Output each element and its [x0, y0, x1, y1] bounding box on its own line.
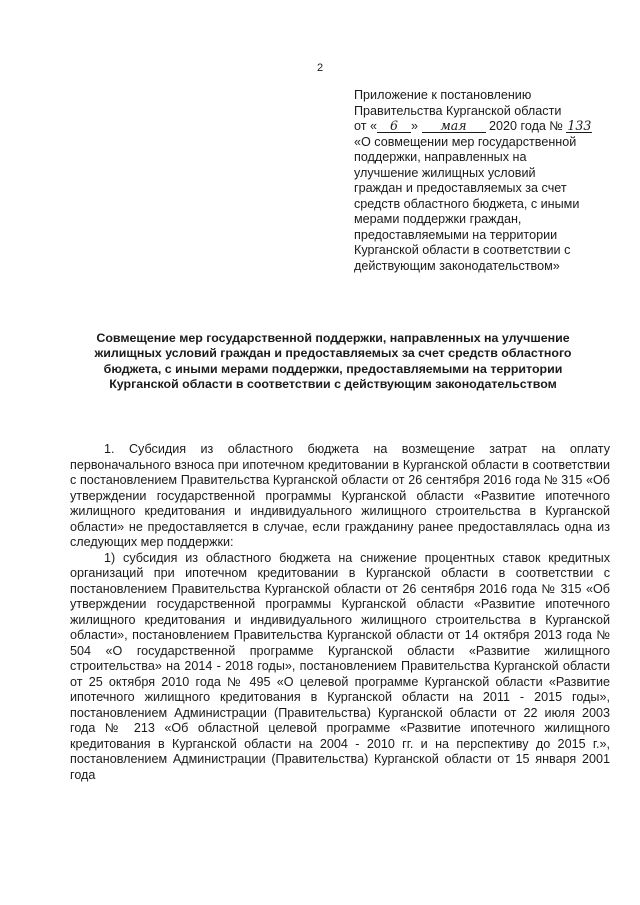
appendix-line-6: граждан и предоставляемых за счет: [354, 181, 567, 195]
date-prefix: от «: [354, 119, 377, 133]
appendix-line-2: Правительства Курганской области: [354, 103, 562, 118]
appendix-line-9: предоставляемыми на территории: [354, 227, 558, 242]
date-mid: »: [411, 119, 419, 133]
appendix-line-5: улучшение жилищных условий: [354, 165, 536, 180]
appendix-line-1: Приложение к постановлению: [354, 88, 532, 102]
appendix-line-8: мерами поддержки граждан,: [354, 212, 522, 226]
appendix-line-7: средств областного бюджета, с иными: [354, 196, 580, 211]
appendix-line-3: «О совмещении мер государственной: [354, 134, 577, 149]
handwritten-day: 6: [377, 119, 411, 133]
paragraph-1: 1. Субсидия из областного бюджета на возмещение затрат на оплату первоначального взноса при ипотечном кредитовании в Курганской области в соответствии с постановлением Правительства Курганской области от 26 сентября 2016 года № 315 «Об утверждении государственной программы Курганской области «Развитие ипотечного жилищного кредитования и индивидуального жилищного строительства в Курганской области» не предоставляется в случае, если гражданину ранее предоставлялась одна из следующих мер поддержки:: [70, 442, 610, 549]
handwritten-month: мая: [422, 119, 486, 133]
document-title: Совмещение мер государственной поддержки, направленных на улучшение жилищных условий граждан и предоставляемых за счет средств областного бюджета, с иными мерами поддержки, предоставляемыми на территории Курганской области в соответствии с действующим законодательством: [94, 331, 572, 391]
paragraph-2: 1) субсидия из областного бюджета на снижение процентных ставок кредитных организаций при ипотечном кредитовании в Курганской области в соответствии с постановлением Правительства Курганской области от 26 сентября 2016 года № 315 «Об утверждении государственной программы Курганской области «Развитие ипотечного жилищного кредитования и индивидуального жилищного строительства в Курганской области», постановлением Правительства Курганской области от 14 октября 2013 года № 504 «О государственной программе Курганской области «Развитие жилищного строительства» на 2014 - 2018 годы», постановлением Правительства Курганской области от 25 октября 2010 года № 495 «О целевой программе Курганской области «Развитие ипотечного жилищного кредитования в Курганской области на 2011 - 2015 годы», постановлением Администрации (Правительства) Курганской области от 22 июля 2003 года № 213 «Об областной целевой программе «Развитие ипотечного жилищного кредитования в Курганской области на 2004 - 2010 гг. и на перспективу до 2015 г.», постановлением Администрации (Правительства) Курганской области от 15 января 2001 года: [70, 550, 610, 782]
date-year: 2020 года №: [489, 119, 563, 133]
document-body: [70, 442, 610, 783]
appendix-line-11: действующим законодательством»: [354, 258, 560, 273]
appendix-line-10: Курганской области в соответствии с: [354, 243, 571, 257]
appendix-date-line: [354, 119, 616, 135]
page-number: 2: [316, 62, 324, 74]
handwritten-doc-number: 133: [567, 118, 592, 133]
appendix-line-4: поддержки, направленных на: [354, 150, 527, 164]
appendix-header: [354, 88, 616, 274]
